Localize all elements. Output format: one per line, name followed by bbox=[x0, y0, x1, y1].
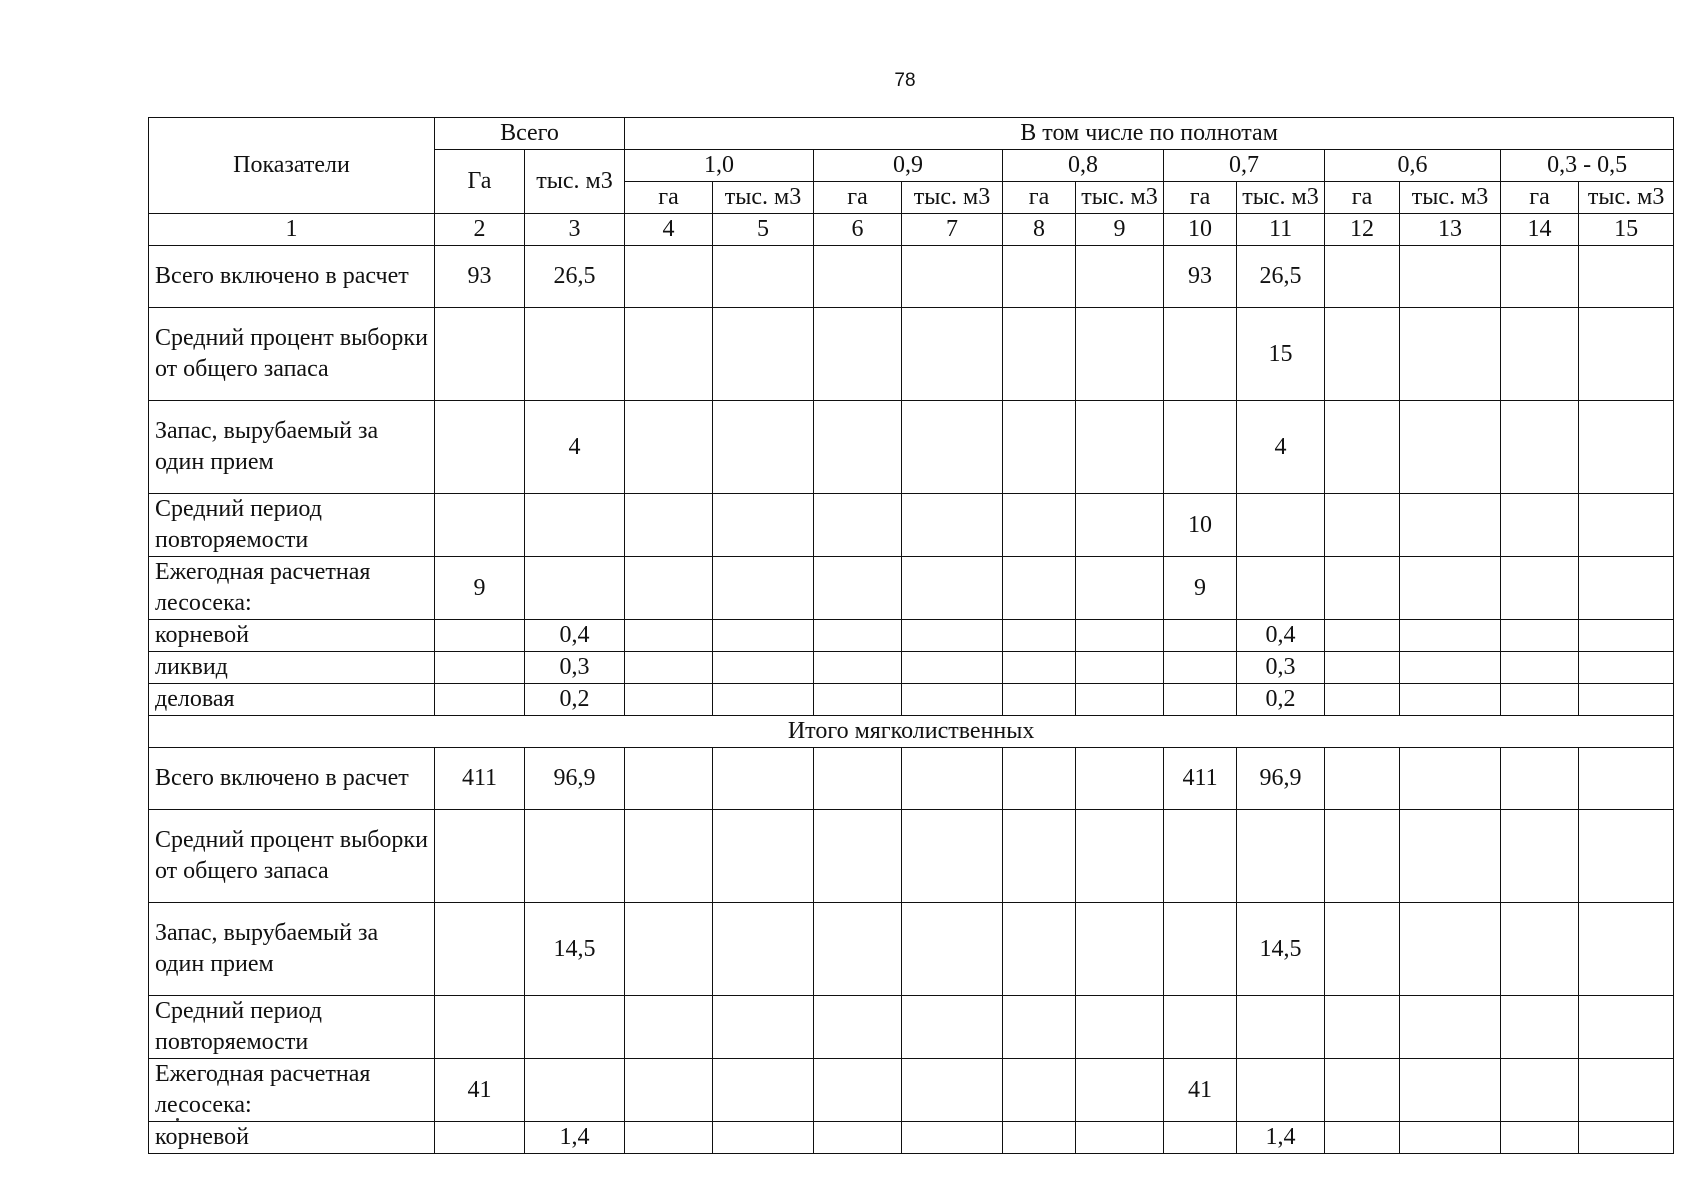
empty-cell bbox=[1501, 557, 1579, 620]
empty-cell bbox=[625, 1122, 713, 1154]
header-unit-volume: тыс. м3 bbox=[1579, 182, 1674, 214]
empty-cell bbox=[625, 903, 713, 996]
empty-cell bbox=[902, 246, 1003, 308]
row-label: Средний период повторяемости bbox=[149, 494, 435, 557]
empty-cell bbox=[1325, 684, 1400, 716]
empty-cell bbox=[902, 1122, 1003, 1154]
empty-cell bbox=[814, 620, 902, 652]
empty-cell bbox=[1325, 401, 1400, 494]
column-number: 9 bbox=[1076, 214, 1164, 246]
header-density-6: 0,3 - 0,5 bbox=[1501, 150, 1674, 182]
cell-col-3 bbox=[525, 1059, 625, 1122]
empty-cell bbox=[713, 810, 814, 903]
cell-col-11: 14,5 bbox=[1237, 903, 1325, 996]
row-label: Средний процент выборки от общего запаса bbox=[149, 810, 435, 903]
empty-cell bbox=[902, 401, 1003, 494]
empty-cell bbox=[1003, 996, 1076, 1059]
cell-col-3 bbox=[525, 810, 625, 903]
empty-cell bbox=[1076, 652, 1164, 684]
cell-col-2 bbox=[435, 652, 525, 684]
column-number: 14 bbox=[1501, 214, 1579, 246]
empty-cell bbox=[713, 903, 814, 996]
empty-cell bbox=[1325, 494, 1400, 557]
cell-col-11 bbox=[1237, 1059, 1325, 1122]
column-number: 10 bbox=[1164, 214, 1237, 246]
cell-col-2 bbox=[435, 401, 525, 494]
empty-cell bbox=[1579, 246, 1674, 308]
cell-col-2 bbox=[435, 1122, 525, 1154]
empty-cell bbox=[814, 810, 902, 903]
table-row bbox=[149, 246, 1674, 308]
column-number-row bbox=[149, 214, 1674, 246]
column-number: 3 bbox=[525, 214, 625, 246]
row-label: корневой bbox=[149, 620, 435, 652]
empty-cell bbox=[1076, 620, 1164, 652]
empty-cell bbox=[1579, 748, 1674, 810]
empty-cell bbox=[1003, 748, 1076, 810]
table-row bbox=[149, 308, 1674, 401]
column-number: 5 bbox=[713, 214, 814, 246]
empty-cell bbox=[902, 620, 1003, 652]
empty-cell bbox=[1076, 1059, 1164, 1122]
cell-col-10 bbox=[1164, 308, 1237, 401]
row-label: деловая bbox=[149, 684, 435, 716]
cell-col-11: 0,3 bbox=[1237, 652, 1325, 684]
empty-cell bbox=[1579, 652, 1674, 684]
cell-col-10: 41 bbox=[1164, 1059, 1237, 1122]
empty-cell bbox=[1076, 810, 1164, 903]
column-number: 7 bbox=[902, 214, 1003, 246]
table-row bbox=[149, 557, 1674, 620]
empty-cell bbox=[814, 903, 902, 996]
cell-col-3: 0,3 bbox=[525, 652, 625, 684]
empty-cell bbox=[625, 401, 713, 494]
header-unit-ga: га bbox=[1003, 182, 1076, 214]
empty-cell bbox=[1076, 494, 1164, 557]
table-row bbox=[149, 748, 1674, 810]
row-label: Запас, вырубаемый за один прием bbox=[149, 401, 435, 494]
empty-cell bbox=[1501, 1059, 1579, 1122]
empty-cell bbox=[1076, 903, 1164, 996]
empty-cell bbox=[1400, 557, 1501, 620]
empty-cell bbox=[1076, 684, 1164, 716]
cell-col-3: 26,5 bbox=[525, 246, 625, 308]
header-unit-ga: га bbox=[1325, 182, 1400, 214]
empty-cell bbox=[1501, 308, 1579, 401]
cell-col-2: 93 bbox=[435, 246, 525, 308]
empty-cell bbox=[1400, 308, 1501, 401]
header-indicators: Показатели bbox=[149, 118, 435, 214]
section-title: Итого мягколиственных bbox=[149, 716, 1674, 748]
empty-cell bbox=[1003, 903, 1076, 996]
empty-cell bbox=[1076, 996, 1164, 1059]
header-row-1 bbox=[149, 118, 1674, 150]
table-row bbox=[149, 1059, 1674, 1122]
cell-col-3: 96,9 bbox=[525, 748, 625, 810]
column-number: 8 bbox=[1003, 214, 1076, 246]
empty-cell bbox=[814, 246, 902, 308]
empty-cell bbox=[1501, 996, 1579, 1059]
empty-cell bbox=[1400, 1059, 1501, 1122]
empty-cell bbox=[1501, 494, 1579, 557]
header-unit-ga: га bbox=[1501, 182, 1579, 214]
cell-col-2 bbox=[435, 494, 525, 557]
cell-col-11: 4 bbox=[1237, 401, 1325, 494]
empty-cell bbox=[1325, 1122, 1400, 1154]
cell-col-10: 9 bbox=[1164, 557, 1237, 620]
row-label: Ежегодная расчетная лесосека: bbox=[149, 557, 435, 620]
empty-cell bbox=[902, 494, 1003, 557]
empty-cell bbox=[1501, 903, 1579, 996]
header-density-4: 0,7 bbox=[1164, 150, 1325, 182]
empty-cell bbox=[625, 557, 713, 620]
cell-col-10 bbox=[1164, 684, 1237, 716]
section-row bbox=[149, 716, 1674, 748]
table-row bbox=[149, 810, 1674, 903]
empty-cell bbox=[713, 246, 814, 308]
cell-col-2 bbox=[435, 903, 525, 996]
empty-cell bbox=[1325, 620, 1400, 652]
empty-cell bbox=[1501, 810, 1579, 903]
empty-cell bbox=[1400, 996, 1501, 1059]
cell-col-11: 1,4 bbox=[1237, 1122, 1325, 1154]
empty-cell bbox=[1579, 620, 1674, 652]
empty-cell bbox=[1003, 494, 1076, 557]
empty-cell bbox=[713, 401, 814, 494]
table-row bbox=[149, 494, 1674, 557]
cell-col-3 bbox=[525, 494, 625, 557]
empty-cell bbox=[1579, 810, 1674, 903]
header-unit-ga: га bbox=[1164, 182, 1237, 214]
empty-cell bbox=[713, 1059, 814, 1122]
row-label: Всего включено в расчет bbox=[149, 246, 435, 308]
cell-col-11 bbox=[1237, 810, 1325, 903]
header-by-density: В том числе по полнотам bbox=[625, 118, 1674, 150]
empty-cell bbox=[1501, 246, 1579, 308]
table-row bbox=[149, 620, 1674, 652]
cell-col-10 bbox=[1164, 1122, 1237, 1154]
empty-cell bbox=[1076, 557, 1164, 620]
header-total-ga: Га bbox=[435, 150, 525, 214]
empty-cell bbox=[814, 996, 902, 1059]
cell-col-3: 0,4 bbox=[525, 620, 625, 652]
header-density-1: 1,0 bbox=[625, 150, 814, 182]
empty-cell bbox=[1003, 620, 1076, 652]
empty-cell bbox=[1501, 748, 1579, 810]
empty-cell bbox=[1325, 748, 1400, 810]
empty-cell bbox=[713, 684, 814, 716]
empty-cell bbox=[1400, 620, 1501, 652]
empty-cell bbox=[1076, 401, 1164, 494]
column-number: 13 bbox=[1400, 214, 1501, 246]
empty-cell bbox=[902, 996, 1003, 1059]
header-density-2: 0,9 bbox=[814, 150, 1003, 182]
cell-col-3: 14,5 bbox=[525, 903, 625, 996]
empty-cell bbox=[1579, 684, 1674, 716]
empty-cell bbox=[625, 1059, 713, 1122]
empty-cell bbox=[713, 748, 814, 810]
empty-cell bbox=[1003, 557, 1076, 620]
header-unit-volume: тыс. м3 bbox=[1400, 182, 1501, 214]
empty-cell bbox=[1325, 308, 1400, 401]
cell-col-2: 411 bbox=[435, 748, 525, 810]
cell-col-2 bbox=[435, 620, 525, 652]
column-number: 6 bbox=[814, 214, 902, 246]
cell-col-11: 96,9 bbox=[1237, 748, 1325, 810]
row-label: корневой bbox=[149, 1122, 435, 1154]
cell-col-11: 26,5 bbox=[1237, 246, 1325, 308]
cell-col-2 bbox=[435, 810, 525, 903]
cell-col-11: 0,2 bbox=[1237, 684, 1325, 716]
empty-cell bbox=[814, 494, 902, 557]
column-number: 4 bbox=[625, 214, 713, 246]
empty-cell bbox=[1579, 903, 1674, 996]
header-density-3: 0,8 bbox=[1003, 150, 1164, 182]
empty-cell bbox=[1579, 401, 1674, 494]
empty-cell bbox=[1325, 652, 1400, 684]
empty-cell bbox=[1003, 810, 1076, 903]
header-unit-volume: тыс. м3 bbox=[1237, 182, 1325, 214]
empty-cell bbox=[625, 748, 713, 810]
empty-cell bbox=[713, 557, 814, 620]
table-row bbox=[149, 903, 1674, 996]
empty-cell bbox=[1325, 1059, 1400, 1122]
empty-cell bbox=[902, 748, 1003, 810]
empty-cell bbox=[713, 652, 814, 684]
empty-cell bbox=[1400, 1122, 1501, 1154]
empty-cell bbox=[902, 903, 1003, 996]
empty-cell bbox=[713, 494, 814, 557]
empty-cell bbox=[1325, 810, 1400, 903]
empty-cell bbox=[1325, 996, 1400, 1059]
header-total: Всего bbox=[435, 118, 625, 150]
cell-col-11 bbox=[1237, 494, 1325, 557]
cell-col-11: 15 bbox=[1237, 308, 1325, 401]
empty-cell bbox=[625, 308, 713, 401]
row-label: Запас, вырубаемый за один прием bbox=[149, 903, 435, 996]
empty-cell bbox=[1501, 684, 1579, 716]
empty-cell bbox=[625, 652, 713, 684]
row-label: Средний процент выборки от общего запаса bbox=[149, 308, 435, 401]
header-density-5: 0,6 bbox=[1325, 150, 1501, 182]
cell-col-10 bbox=[1164, 620, 1237, 652]
column-number: 11 bbox=[1237, 214, 1325, 246]
empty-cell bbox=[1579, 1059, 1674, 1122]
header-unit-volume: тыс. м3 bbox=[713, 182, 814, 214]
row-label: Средний период повторяемости bbox=[149, 996, 435, 1059]
empty-cell bbox=[902, 1059, 1003, 1122]
empty-cell bbox=[625, 684, 713, 716]
empty-cell bbox=[1076, 1122, 1164, 1154]
empty-cell bbox=[625, 810, 713, 903]
header-unit-volume: тыс. м3 bbox=[1076, 182, 1164, 214]
cell-col-11 bbox=[1237, 996, 1325, 1059]
table-row bbox=[149, 401, 1674, 494]
cell-col-11 bbox=[1237, 557, 1325, 620]
cell-col-10 bbox=[1164, 810, 1237, 903]
empty-cell bbox=[814, 684, 902, 716]
empty-cell bbox=[625, 494, 713, 557]
cell-col-2: 9 bbox=[435, 557, 525, 620]
empty-cell bbox=[1501, 620, 1579, 652]
cell-col-10 bbox=[1164, 652, 1237, 684]
header-unit-ga: га bbox=[814, 182, 902, 214]
empty-cell bbox=[814, 1122, 902, 1154]
cell-col-10: 10 bbox=[1164, 494, 1237, 557]
empty-cell bbox=[1325, 903, 1400, 996]
header-unit-ga: га bbox=[625, 182, 713, 214]
empty-cell bbox=[902, 810, 1003, 903]
empty-cell bbox=[902, 652, 1003, 684]
cell-col-11: 0,4 bbox=[1237, 620, 1325, 652]
empty-cell bbox=[625, 620, 713, 652]
cell-col-10 bbox=[1164, 996, 1237, 1059]
stray-mark bbox=[176, 1118, 179, 1121]
empty-cell bbox=[814, 1059, 902, 1122]
cell-col-2 bbox=[435, 996, 525, 1059]
empty-cell bbox=[814, 557, 902, 620]
column-number: 1 bbox=[149, 214, 435, 246]
empty-cell bbox=[902, 557, 1003, 620]
empty-cell bbox=[1325, 246, 1400, 308]
column-number: 12 bbox=[1325, 214, 1400, 246]
column-number: 15 bbox=[1579, 214, 1674, 246]
empty-cell bbox=[713, 308, 814, 401]
cell-col-10: 93 bbox=[1164, 246, 1237, 308]
empty-cell bbox=[814, 308, 902, 401]
cell-col-3 bbox=[525, 308, 625, 401]
empty-cell bbox=[1579, 308, 1674, 401]
empty-cell bbox=[1003, 246, 1076, 308]
empty-cell bbox=[713, 620, 814, 652]
empty-cell bbox=[814, 652, 902, 684]
cell-col-3 bbox=[525, 996, 625, 1059]
column-number: 2 bbox=[435, 214, 525, 246]
cell-col-2: 41 bbox=[435, 1059, 525, 1122]
empty-cell bbox=[1400, 494, 1501, 557]
table-row bbox=[149, 1122, 1674, 1154]
empty-cell bbox=[902, 684, 1003, 716]
cell-col-10 bbox=[1164, 401, 1237, 494]
cell-col-10: 411 bbox=[1164, 748, 1237, 810]
empty-cell bbox=[713, 996, 814, 1059]
cell-col-2 bbox=[435, 308, 525, 401]
empty-cell bbox=[814, 401, 902, 494]
empty-cell bbox=[1501, 401, 1579, 494]
empty-cell bbox=[1003, 684, 1076, 716]
empty-cell bbox=[1579, 557, 1674, 620]
empty-cell bbox=[1501, 652, 1579, 684]
header-unit-volume: тыс. м3 bbox=[902, 182, 1003, 214]
empty-cell bbox=[1579, 996, 1674, 1059]
empty-cell bbox=[1076, 748, 1164, 810]
empty-cell bbox=[814, 748, 902, 810]
empty-cell bbox=[1325, 557, 1400, 620]
empty-cell bbox=[1501, 1122, 1579, 1154]
cutting-table bbox=[148, 117, 1674, 1154]
empty-cell bbox=[902, 308, 1003, 401]
empty-cell bbox=[1400, 684, 1501, 716]
empty-cell bbox=[625, 246, 713, 308]
page-number: 78 bbox=[894, 70, 916, 91]
empty-cell bbox=[1003, 1122, 1076, 1154]
empty-cell bbox=[1400, 903, 1501, 996]
cell-col-2 bbox=[435, 684, 525, 716]
row-label: Всего включено в расчет bbox=[149, 748, 435, 810]
empty-cell bbox=[1400, 652, 1501, 684]
table-row bbox=[149, 996, 1674, 1059]
empty-cell bbox=[1400, 246, 1501, 308]
header-total-volume: тыс. м3 bbox=[525, 150, 625, 214]
empty-cell bbox=[625, 996, 713, 1059]
table-row bbox=[149, 684, 1674, 716]
cell-col-3: 4 bbox=[525, 401, 625, 494]
empty-cell bbox=[1003, 308, 1076, 401]
empty-cell bbox=[713, 1122, 814, 1154]
empty-cell bbox=[1579, 494, 1674, 557]
empty-cell bbox=[1003, 1059, 1076, 1122]
cell-col-3 bbox=[525, 557, 625, 620]
table-row bbox=[149, 652, 1674, 684]
empty-cell bbox=[1003, 652, 1076, 684]
empty-cell bbox=[1400, 401, 1501, 494]
cell-col-3: 1,4 bbox=[525, 1122, 625, 1154]
row-label: Ежегодная расчетная лесосека: bbox=[149, 1059, 435, 1122]
empty-cell bbox=[1076, 308, 1164, 401]
empty-cell bbox=[1076, 246, 1164, 308]
cell-col-10 bbox=[1164, 903, 1237, 996]
empty-cell bbox=[1579, 1122, 1674, 1154]
cell-col-3: 0,2 bbox=[525, 684, 625, 716]
row-label: ликвид bbox=[149, 652, 435, 684]
empty-cell bbox=[1400, 810, 1501, 903]
empty-cell bbox=[1400, 748, 1501, 810]
empty-cell bbox=[1003, 401, 1076, 494]
